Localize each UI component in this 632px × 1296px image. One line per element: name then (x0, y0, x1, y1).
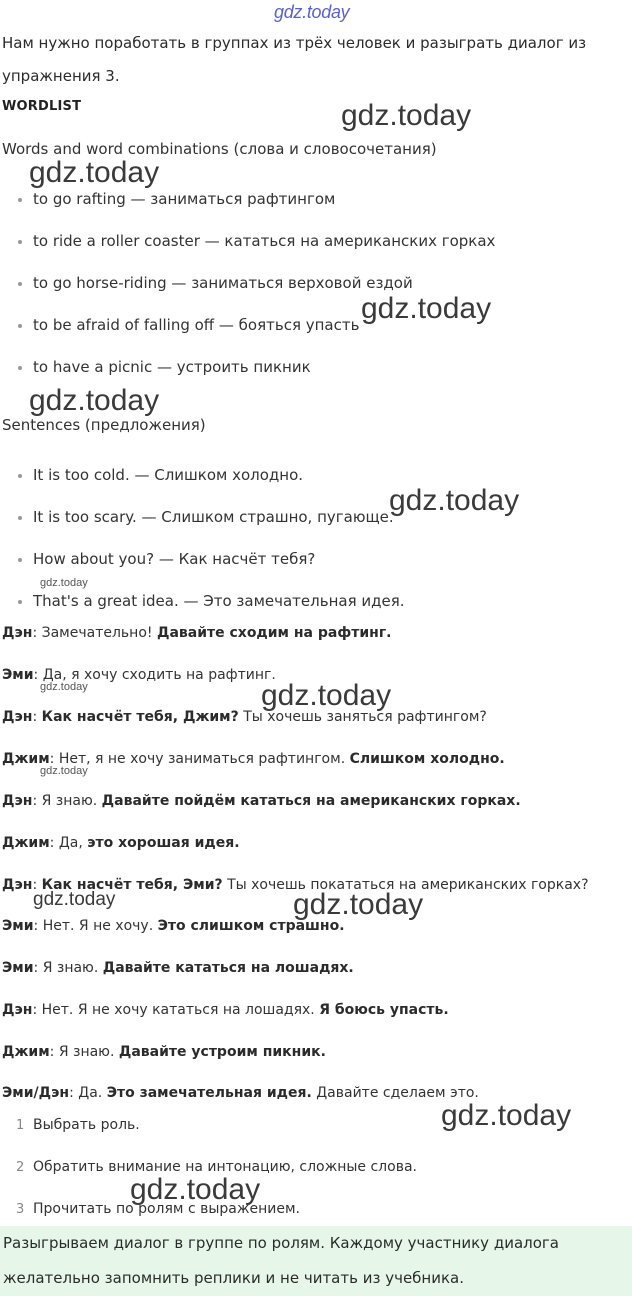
watermark-small: gdz.today (40, 577, 88, 589)
dialogue-text: Да, (58, 835, 88, 851)
dialogue-line: Дэн: Как насчёт тебя, Джим? Ты хочешь заняться рафтингом? (2, 709, 487, 725)
dialogue-line: Джим: Я знаю. Давайте устроим пикник. (2, 1044, 326, 1060)
speaker: Дэн (2, 793, 33, 809)
watermark: gdz.today (441, 1099, 572, 1132)
list-item (33, 466, 303, 484)
dialogue-line: Эми: Я знаю. Давайте кататься на лошадях. (2, 960, 354, 976)
dialogue-bold: Я боюсь упасть. (319, 1002, 449, 1018)
list-item-text: It is too cold. — Слишком холодно. (33, 466, 304, 484)
dialogue-text: Нет. Я не хочу. (42, 918, 158, 934)
list-item-text: to go rafting — заниматься рафтингом (33, 190, 336, 208)
watermark: gdz.today (29, 384, 160, 417)
list-item (33, 274, 413, 292)
dialogue-bold: Давайте сходим на рафтинг. (156, 625, 392, 641)
dialogue-bold: Давайте кататься на лошадях. (102, 960, 354, 976)
step-number: 1 (16, 1118, 25, 1133)
list-item-text: It is too scary. — Слишком страшно, пугающе. (33, 508, 394, 526)
step-number: 2 (16, 1160, 25, 1175)
speaker: Дэн (2, 877, 33, 893)
list-item-text: to go horse-riding — заниматься верховой ездой (33, 274, 413, 292)
watermark-small: gdz.today (40, 765, 88, 777)
dialogue-line: Джим: Да, это хорошая идея. (2, 835, 240, 851)
dialogue-line: Дэн: Я знаю. Давайте пойдём кататься на американских горках. (2, 793, 521, 809)
watermark: gdz.today (261, 679, 392, 712)
list-item (33, 316, 359, 334)
speaker: Эми (2, 960, 34, 976)
dialogue-text: Ты хочешь покататься на американских горках? (222, 877, 589, 893)
bullet-icon (18, 600, 22, 604)
speaker: Дэн (2, 709, 33, 725)
words-title: Words and word combinations (слова и словосочетания) (2, 140, 437, 158)
dialogue-bold: Давайте устроим пикник. (118, 1044, 326, 1060)
speaker: Джим (2, 1044, 50, 1060)
speaker: Эми (2, 667, 34, 683)
step-text: Выбрать роль. (33, 1117, 140, 1133)
watermark: gdz.today (341, 99, 472, 132)
list-item (33, 508, 394, 526)
bullet-icon (18, 198, 22, 202)
dialogue-line: Эми/Дэн: Да. Это замечательная идея. Давайте сделаем это. (2, 1085, 479, 1101)
dialogue-text: Нет. Я не хочу кататься на лошадях. (41, 1002, 320, 1018)
dialogue-line: Дэн: Как насчёт тебя, Эми? Ты хочешь покататься на американских горках? (2, 877, 589, 893)
step-number: 3 (16, 1202, 25, 1217)
bullet-icon (18, 324, 22, 328)
watermark: gdz.today (130, 1173, 261, 1206)
watermark: gdz.today (29, 156, 160, 189)
list-item (33, 358, 311, 376)
dialogue-bold: Давайте пойдём кататься на американских горках. (101, 793, 521, 809)
bullet-icon (18, 366, 22, 370)
watermark: gdz.today (361, 292, 492, 325)
dialogue-bold: Как насчёт тебя, Эми? (41, 877, 223, 893)
bullet-icon (18, 240, 22, 244)
dialogue-line: Эми: Нет. Я не хочу. Это слишком страшно. (2, 918, 345, 934)
dialogue-line: Эми: Да, я хочу сходить на рафтинг. (2, 667, 276, 683)
dialogue-text: Замечательно! (41, 625, 157, 641)
list-item-text: How about you? — Как насчёт тебя? (33, 550, 316, 568)
dialogue-text: Давайте сделаем это. (311, 1085, 479, 1101)
list-item (33, 190, 335, 208)
dialogue-text: Нет, я не хочу заниматься рафтингом. (58, 751, 350, 767)
dialogue-bold: Слишком холодно. (349, 751, 505, 767)
dialogue-text: Я знаю. (41, 793, 102, 809)
dialogue-text: Да. (78, 1085, 107, 1101)
bullet-icon (18, 282, 22, 286)
intro-line-1: Нам нужно поработать в группах из трёх человек и разыграть диалог из (2, 34, 587, 52)
list-item-text: That's a great idea. — Это замечательная идея. (33, 592, 405, 610)
highlight-line-1: Разыгрываем диалог в группе по ролям. Каждому участнику диалога (3, 1234, 559, 1252)
step-text: Обратить внимание на интонацию, сложные слова. (33, 1159, 417, 1175)
list-item-text: to have a picnic — устроить пикник (33, 358, 311, 376)
dialogue-text: Да, я хочу сходить на рафтинг. (42, 667, 276, 683)
highlight-line-2: желательно запомнить реплики и не читать из учебника. (3, 1269, 465, 1287)
step-text: Прочитать по ролям с выражением. (33, 1201, 300, 1217)
dialogue-line: Джим: Нет, я не хочу заниматься рафтингом. Слишком холодно. (2, 751, 505, 767)
bullet-icon (18, 474, 22, 478)
bullet-icon (18, 558, 22, 562)
watermark-small: gdz.today (40, 681, 88, 693)
dialogue-bold: Это слишком страшно. (157, 918, 345, 934)
watermark: gdz.today (33, 889, 116, 910)
dialogue-bold: это хорошая идея. (87, 835, 240, 851)
list-item-text: to be afraid of falling off — бояться упасть (33, 316, 360, 334)
speaker: Эми (2, 918, 34, 934)
dialogue-bold: Это замечательная идея. (106, 1085, 312, 1101)
list-item-text: to ride a roller coaster — кататься на американских горках (33, 232, 496, 250)
dialogue-text: Ты хочешь заняться рафтингом? (238, 709, 487, 725)
speaker: Дэн (2, 625, 33, 641)
watermark: gdz.today (293, 888, 424, 921)
dialogue-text: Я знаю. (58, 1044, 119, 1060)
list-item (33, 232, 495, 250)
dialogue-bold: Как насчёт тебя, Джим? (41, 709, 239, 725)
speaker: Дэн (2, 1002, 33, 1018)
wordlist-heading: WORDLIST (2, 99, 82, 114)
intro-line-2: упражнения 3. (2, 67, 120, 85)
list-item (33, 550, 315, 568)
list-item (33, 592, 405, 610)
dialogue-text: Я знаю. (42, 960, 103, 976)
watermark: gdz.today (389, 484, 520, 517)
dialogue-line: Дэн: Нет. Я не хочу кататься на лошадях. Я боюсь упасть. (2, 1002, 449, 1018)
dialogue-line: Дэн: Замечательно! Давайте сходим на рафтинг. (2, 625, 392, 641)
speaker: Джим (2, 835, 50, 851)
bullet-icon (18, 516, 22, 520)
sentences-title: Sentences (предложения) (2, 416, 206, 434)
speaker: Эми/Дэн (2, 1085, 70, 1101)
speaker: Джим (2, 751, 50, 767)
site-logo: gdz.today (274, 2, 350, 22)
